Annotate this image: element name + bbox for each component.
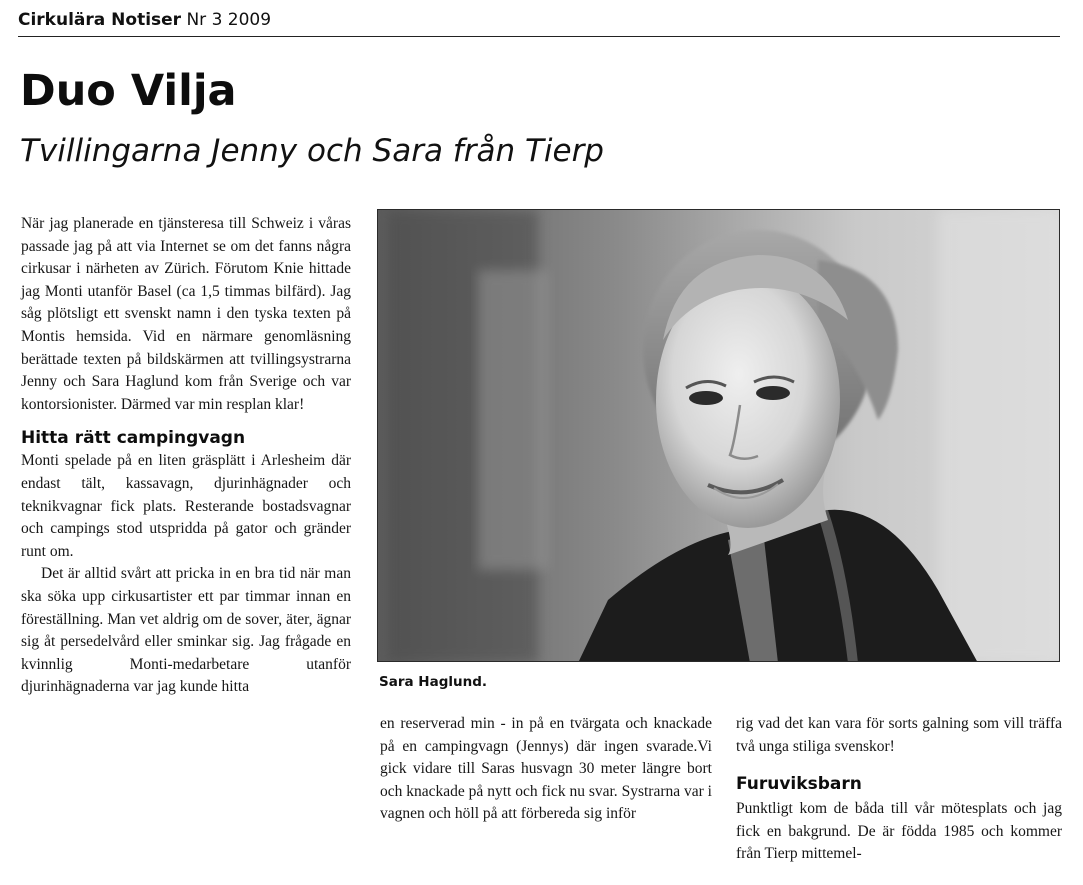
- article-subtitle: Tvillingarna Jenny och Sara från Tierp: [20, 133, 604, 169]
- text-column-right: [736, 713, 1062, 866]
- portrait-illustration: [378, 210, 1060, 662]
- campingvagn-paragraph-1: Monti spelade på en liten gräsplätt i Arlesheim där endast tält, kassavagn, djurinhägnader och teknikvagnar fick plats. Resterande bostadsvagnar och campings stod utspridda på gator och gränder runt om.: [21, 452, 351, 560]
- section-heading-campingvagn: Hitta rätt campingvagn: [21, 428, 246, 449]
- section-heading-furuviksbarn: Furuviksbarn: [736, 774, 862, 795]
- furuviksbarn-paragraph-1: Punktligt kom de båda till vår mötesplats och jag fick en bakgrund. De är födda 1985 och kommer från Tierp mittemel-: [736, 800, 1062, 863]
- portrait-photo: [377, 209, 1060, 662]
- article-title: Duo Vilja: [20, 66, 237, 116]
- text-column-left: [21, 213, 351, 699]
- campingvagn-paragraph-2: Det är alltid svårt att pricka in en bra tid när man ska söka upp cirkusartister ett par timmar innan en föreställning. Man vet aldrig om de sover, äter, ägnar sig åt persedelvård eller sminkar sig. Jag frågade en kvinnlig Monti-medarbetare utanför djurinhägnaderna var jag kunde hitta: [21, 565, 351, 696]
- publication-name: Cirkulära Notiser: [18, 10, 182, 30]
- campingvagn-paragraph-4: rig vad det kan vara för sorts galning som vill träffa två unga stiliga svenskor!: [736, 715, 1062, 755]
- campingvagn-paragraph-3: en reserverad min - in på en tvärgata och knackade på en campingvagn (Jennys) där ingen svarade.Vi gick vidare till Saras husvagn 30 meter längre bort och knackade på nytt och fick nu svar. Systrarna var i vagnen och höll på att förbereda sig inför: [380, 715, 712, 823]
- text-column-middle: [380, 713, 712, 826]
- intro-paragraph: När jag planerade en tjänsteresa till Schweiz i våras passade jag på att via Internet se om det fanns några cirkusar i närheten av Zürich. Förutom Knie hittade jag Monti utanför Basel (ca 1,5 timmas bilfärd). Jag såg plötsligt ett svenskt namn i den tyska texten på Montis hemsida. Vid en närmare genomläsning berättade texten på bildskärmen att tvillingsystrarna Jenny och Sara Haglund kom från Sverige och var kontorsionister. Därmed var min resplan klar!: [21, 215, 351, 413]
- header-rule: [18, 36, 1060, 37]
- running-header: [18, 10, 271, 30]
- photo-caption: Sara Haglund.: [379, 674, 488, 690]
- issue-number: Nr 3 2009: [186, 10, 272, 30]
